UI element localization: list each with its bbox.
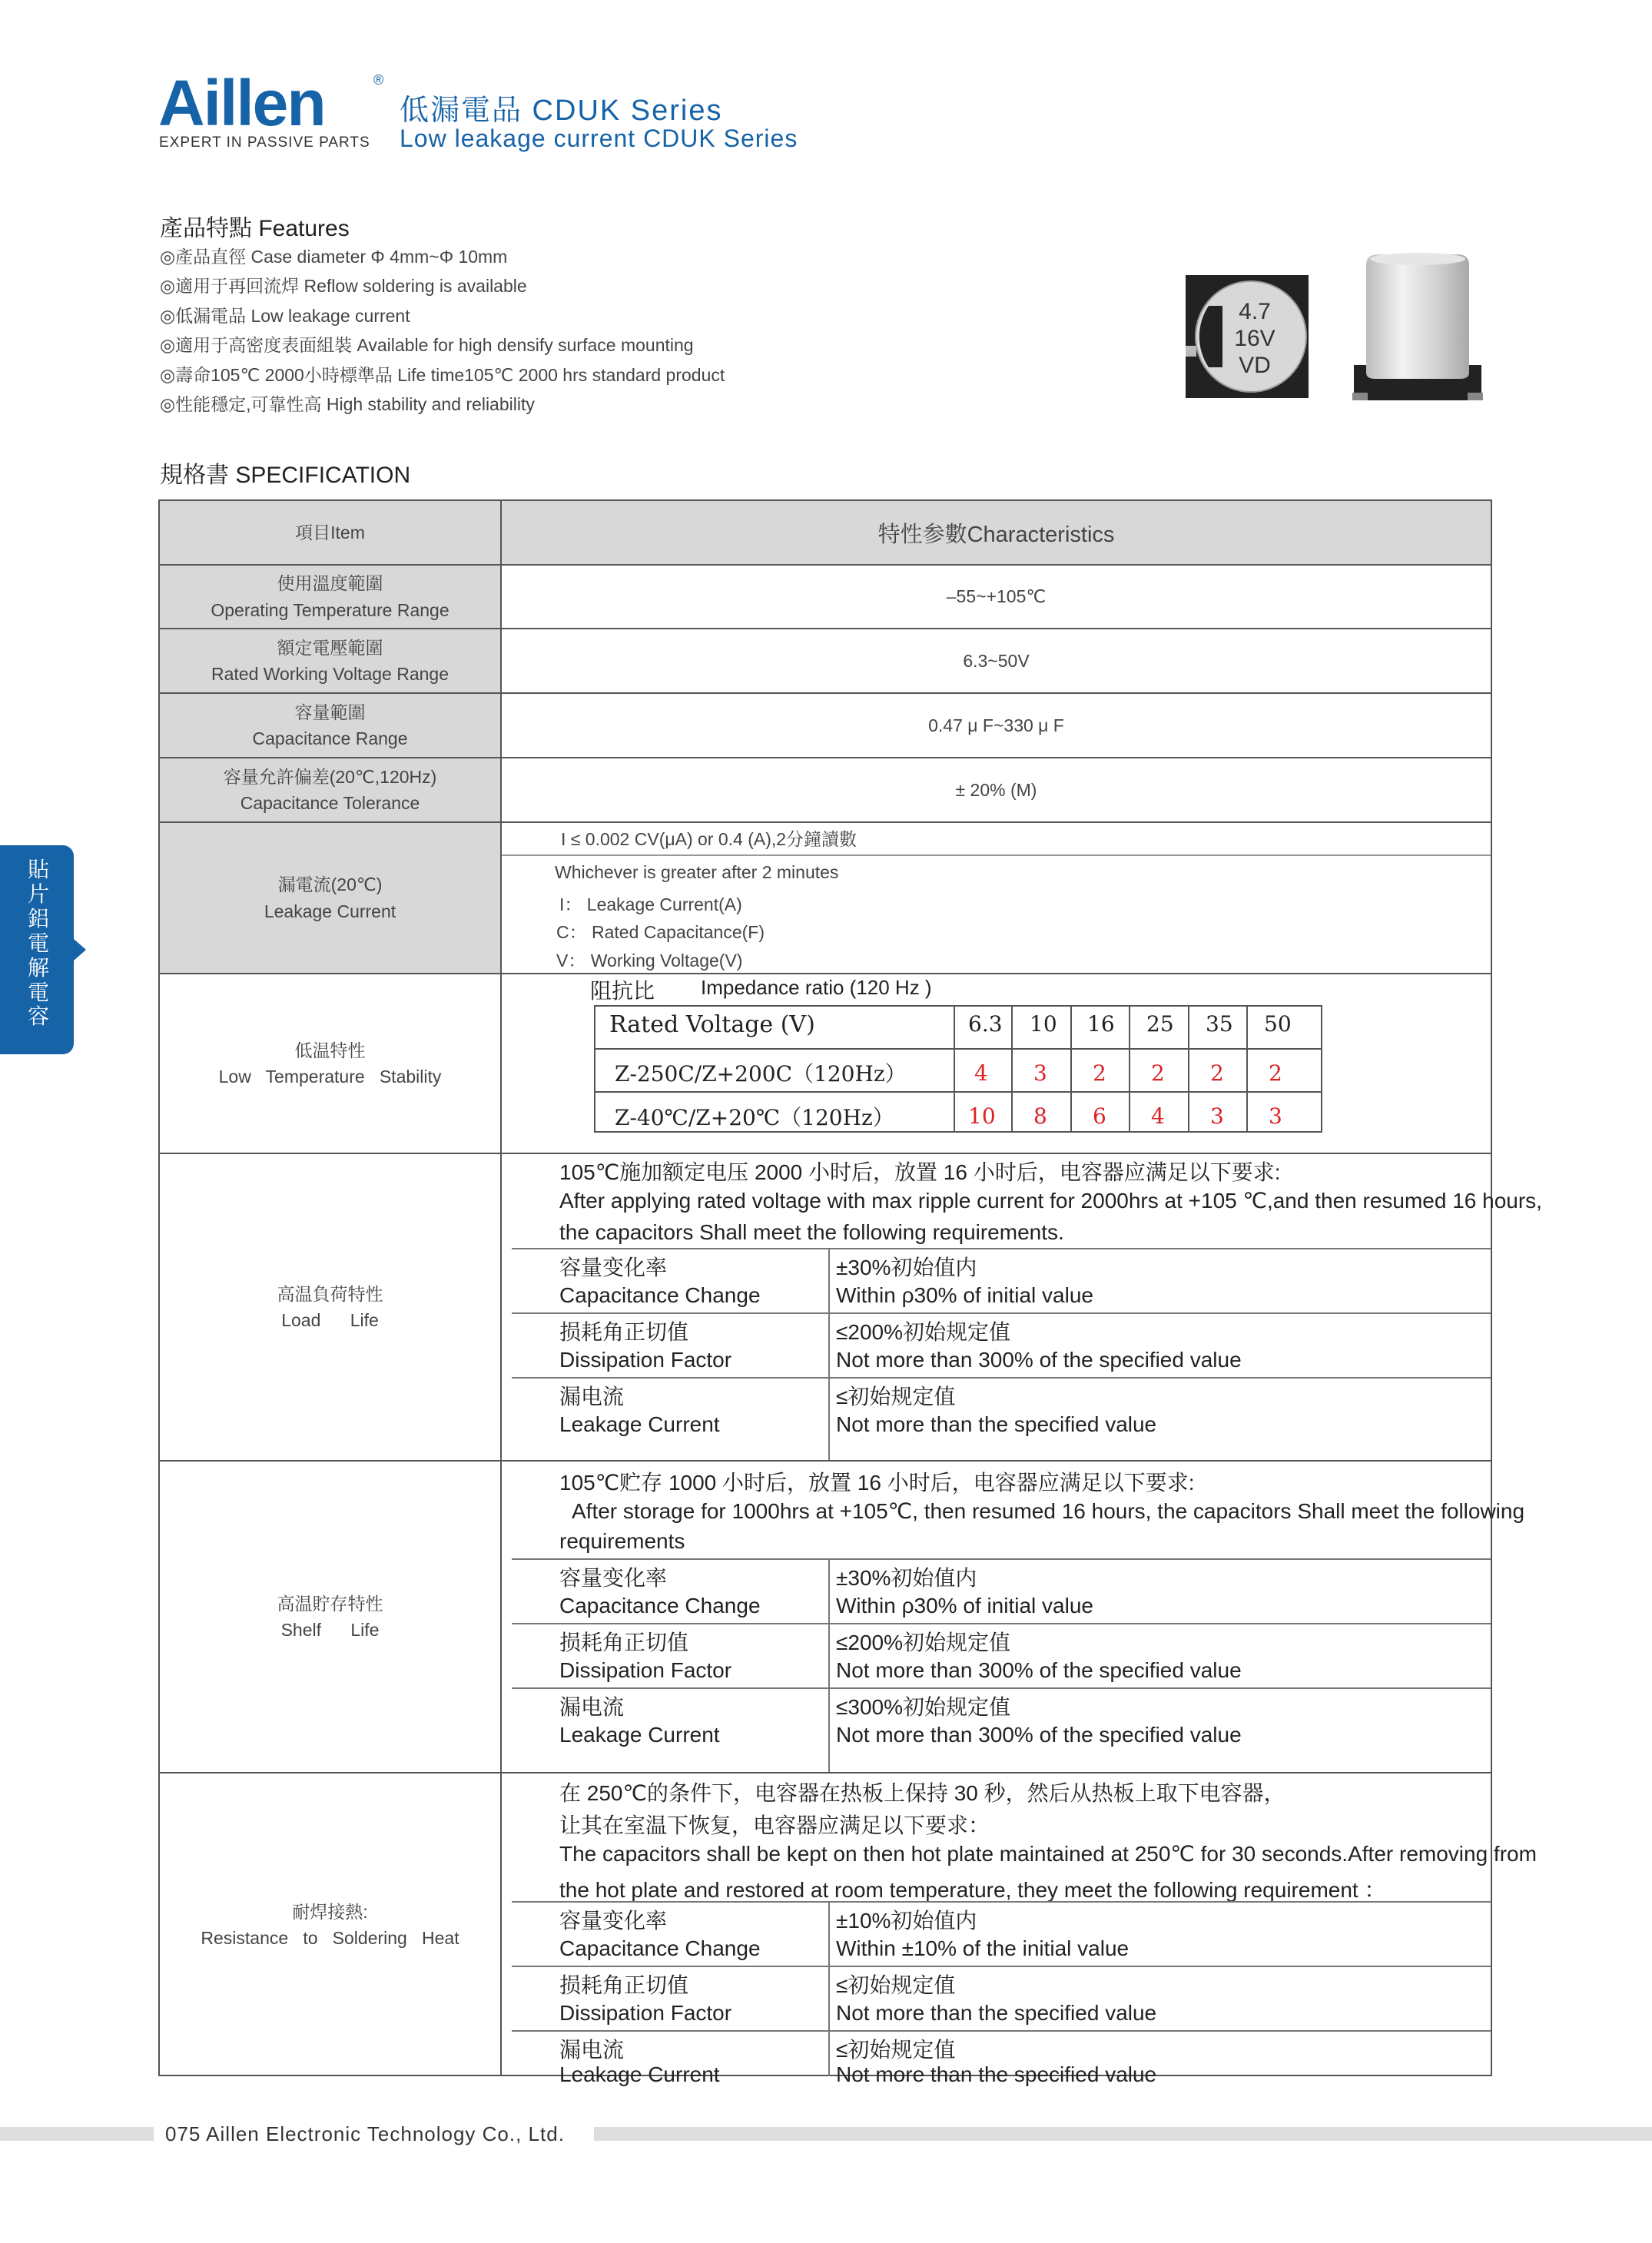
voltage-en: Rated Working Voltage Range [211, 664, 449, 684]
ratio-value: 10 [968, 1103, 996, 1129]
ratio-value: 4 [974, 1060, 988, 1086]
ratio-value: 2 [1151, 1060, 1165, 1086]
shelf-life-en: Shelf Life [280, 1620, 380, 1640]
leakage-note: V： Working Voltage(V) [556, 951, 743, 971]
marking-capacitance: 4.7 [1239, 299, 1271, 324]
solder-row-value-en: Not more than the specified value [836, 2062, 1157, 2086]
brand-tagline: EXPERT IN PASSIVE PARTS [159, 134, 370, 151]
ratio-value: 3 [1033, 1060, 1047, 1086]
low-temp-label [160, 974, 500, 1153]
shelf-life-row-value-cn: ±30%初始值内 [836, 1566, 977, 1590]
specification-heading: 規格書 SPECIFICATION [160, 463, 411, 488]
load-life-row-value-en: Not more than 300% of the specified value [836, 1348, 1242, 1372]
tolerance-en: Capacitance Tolerance [240, 793, 420, 813]
load-life-row-value-cn: ≤200%初始规定值 [836, 1320, 1010, 1344]
feature-item: ◎壽命105℃ 2000小時標準品 Life time105℃ 2000 hrs standard product [160, 365, 725, 385]
solder-heat-label [160, 1773, 500, 2076]
voltage-col: 35 [1206, 1011, 1233, 1037]
op-temp-en: Operating Temperature Range [211, 599, 449, 620]
voltage-value: 6.3~50V [963, 650, 1030, 671]
solder-row-label-cn: 漏电流 [559, 2038, 625, 2062]
shelf-life-row-value-cn: ≤200%初始规定值 [836, 1631, 1010, 1654]
voltage-col: 10 [1030, 1011, 1057, 1037]
shelf-life-row-label-en: Capacitance Change [559, 1594, 761, 1618]
voltage-col: 25 [1146, 1011, 1174, 1037]
feature-item: ◎適用于高密度表面組裝 Available for high densify surface mounting [160, 335, 694, 355]
ratio-value: 2 [1210, 1060, 1224, 1086]
solder-row-label-cn: 容量变化率 [559, 1909, 668, 1933]
low-temp-en: Low Temperature Stability [218, 1067, 442, 1087]
header-item: 項目Item [295, 522, 365, 543]
feature-item: ◎低漏電品 Low leakage current [160, 306, 410, 326]
load-life-row-label-cn: 容量变化率 [559, 1256, 668, 1279]
feature-item: ◎性能穩定,可靠性高 High stability and reliability [160, 394, 535, 414]
impedance-title-cn: 阻抗比 [590, 979, 655, 1003]
op-temp-label [160, 566, 500, 628]
capacitance-cn: 容量範圍 [294, 702, 366, 722]
ratio-value: 3 [1269, 1103, 1282, 1129]
series-title-cn: 低漏電品 CDUK Series [400, 95, 723, 127]
solder-intro-cn: 让其在室温下恢复，电容器应满足以下要求： [559, 1813, 990, 1837]
shelf-life-intro-cn: 105℃贮存 1000 小时后，放置 16 小时后，电容器应满足以下要求: [559, 1471, 1195, 1495]
footer-bar [0, 2127, 154, 2141]
capacitor-side-view-image [1352, 250, 1483, 403]
ratio-value: 8 [1033, 1103, 1047, 1129]
brand-logo: Aillen [158, 67, 325, 139]
shelf-life-row-value-en: Not more than 300% of the specified value [836, 1658, 1242, 1682]
capacitor-top-view-image [1186, 275, 1309, 398]
load-life-intro-en: After applying rated voltage with max ripple current for 2000hrs at +105 ℃,and then resumed 16 hours, [559, 1189, 1542, 1213]
load-life-cn: 高温負荷特性 [277, 1283, 383, 1304]
registered-mark: ® [373, 72, 384, 88]
header-item-cell [160, 501, 500, 564]
solder-row-label-en: Leakage Current [559, 2062, 720, 2086]
load-life-en: Load Life [281, 1310, 379, 1330]
load-life-row-value-cn: ≤初始规定值 [836, 1385, 956, 1409]
load-life-row-label-en: Capacitance Change [559, 1283, 761, 1307]
impedance-title-en: Impedance ratio (120 Hz ) [701, 976, 932, 999]
voltage-col: 16 [1087, 1011, 1115, 1037]
load-life-intro-cn: 105℃施加额定电压 2000 小时后，放置 16 小时后，电容器应满足以下要求: [559, 1160, 1281, 1184]
rated-voltage-label: Rated Voltage (V) [609, 1011, 815, 1038]
header-characteristics-cell [502, 501, 1491, 564]
feature-item: ◎適用于再回流焊 Reflow soldering is available [160, 276, 527, 296]
load-life-row-label-en: Dissipation Factor [559, 1348, 732, 1372]
voltage-label [160, 629, 500, 692]
solder-heat-cn: 耐焊接熱: [292, 1901, 368, 1922]
tolerance-label [160, 758, 500, 821]
leakage-note: I： Leakage Current(A) [559, 894, 742, 914]
feature-item: ◎產品直徑 Case diameter Φ 4mm~Φ 10mm [160, 247, 508, 267]
solder-intro-en: The capacitors shall be kept on then hot plate maintained at 250℃ for 30 seconds.After removing from [559, 1842, 1537, 1866]
shelf-life-row-value-cn: ≤300%初始规定值 [836, 1695, 1010, 1719]
marking-code: VD [1239, 353, 1271, 378]
tolerance-cn: 容量允許偏差(20℃,120Hz) [223, 766, 437, 787]
voltage-cn: 額定電壓範圍 [277, 637, 383, 658]
shelf-life-intro-en: After storage for 1000hrs at +105℃, then resumed 16 hours, the capacitors Shall meet the following [572, 1499, 1525, 1523]
footer-text: 075 Aillen Electronic Technology Co., Ltd. [165, 2122, 565, 2145]
ratio-value: 4 [1151, 1103, 1165, 1129]
shelf-life-cn: 高温貯存特性 [277, 1593, 383, 1614]
side-tab-label: 貼片鋁電解電容 [27, 858, 49, 1029]
solder-heat-en: Resistance to Soldering Heat [201, 1928, 459, 1948]
load-life-intro-en: the capacitors Shall meet the following requirements. [559, 1220, 1064, 1244]
load-life-row-label-en: Leakage Current [559, 1412, 720, 1436]
leakage-cn: 漏電流(20℃) [277, 874, 383, 894]
capacitance-en: Capacitance Range [252, 728, 408, 748]
solder-row-value-cn: ≤初始规定值 [836, 2038, 956, 2062]
marking-voltage: 16V [1234, 326, 1275, 351]
load-life-row-label-cn: 损耗角正切值 [559, 1320, 689, 1344]
leakage-formula: I ≤ 0.002 CV(μA) or 0.4 (A),2分鐘讀數 [561, 829, 858, 849]
shelf-life-row-label-cn: 损耗角正切值 [559, 1631, 689, 1654]
voltage-col: 50 [1264, 1011, 1292, 1037]
load-life-row-value-en: Not more than the specified value [836, 1412, 1157, 1436]
ratio-value: 2 [1269, 1060, 1282, 1086]
load-life-row-value-en: Within ρ30% of initial value [836, 1283, 1093, 1307]
load-life-row-value-cn: ±30%初始值内 [836, 1256, 977, 1279]
shelf-life-row-label-cn: 漏电流 [559, 1695, 625, 1719]
solder-row-label-en: Capacitance Change [559, 1936, 761, 1960]
solder-row-value-cn: ±10%初始值内 [836, 1909, 977, 1933]
capacitance-value: 0.47 μ F~330 μ F [928, 715, 1064, 735]
side-tab-arrow-icon [74, 939, 86, 961]
load-life-row-label-cn: 漏电流 [559, 1385, 625, 1409]
footer-bar [594, 2127, 1652, 2141]
shelf-life-row-label-en: Dissipation Factor [559, 1658, 732, 1682]
solder-row-value-cn: ≤初始规定值 [836, 1973, 956, 1997]
leakage-label [160, 823, 500, 973]
leakage-note: C： Rated Capacitance(F) [556, 922, 765, 942]
low-temp-cn: 低温特性 [294, 1040, 366, 1060]
op-temp-value: –55~+105℃ [946, 586, 1047, 606]
specification-table [158, 499, 1542, 2086]
tolerance-value: ± 20% (M) [955, 779, 1037, 800]
shelf-life-row-label-cn: 容量变化率 [559, 1566, 668, 1590]
ratio-value: 6 [1093, 1103, 1106, 1129]
ratio-value: 3 [1210, 1103, 1224, 1129]
solder-intro-cn: 在 250℃的条件下，电容器在热板上保持 30 秒，然后从热板上取下电容器， [559, 1781, 1285, 1805]
shelf-life-row-value-en: Not more than 300% of the specified value [836, 1723, 1242, 1747]
leakage-en: Leakage Current [264, 901, 396, 921]
ratio-row-label: Z-40℃/Z+20℃（120Hz） [615, 1105, 894, 1130]
series-title-en: Low leakage current CDUK Series [400, 124, 798, 152]
solder-row-value-en: Not more than the specified value [836, 2001, 1157, 2025]
op-temp-cn: 使用溫度範圍 [277, 573, 383, 593]
shelf-life-label [160, 1462, 500, 1772]
solder-row-label-cn: 损耗角正切值 [559, 1973, 689, 1997]
shelf-life-intro-en: requirements [559, 1529, 685, 1553]
solder-row-label-en: Dissipation Factor [559, 2001, 732, 2025]
ratio-row-label: Z-250C/Z+200C（120Hz） [615, 1061, 907, 1087]
ratio-value: 2 [1093, 1060, 1106, 1086]
solder-row-value-en: Within ±10% of the initial value [836, 1936, 1130, 1960]
leakage-note: Whichever is greater after 2 minutes [555, 862, 839, 882]
voltage-col: 6.3 [968, 1011, 1003, 1037]
shelf-life-row-value-en: Within ρ30% of initial value [836, 1594, 1093, 1618]
features-heading: 產品特點 Features [160, 216, 350, 241]
header-characteristics: 特性参數Characteristics [877, 522, 1115, 547]
shelf-life-row-label-en: Leakage Current [559, 1723, 720, 1747]
solder-intro-en: the hot plate and restored at room temperature, they meet the following requirement ： [559, 1878, 1386, 1902]
load-life-label [160, 1154, 500, 1460]
capacitance-label [160, 694, 500, 757]
